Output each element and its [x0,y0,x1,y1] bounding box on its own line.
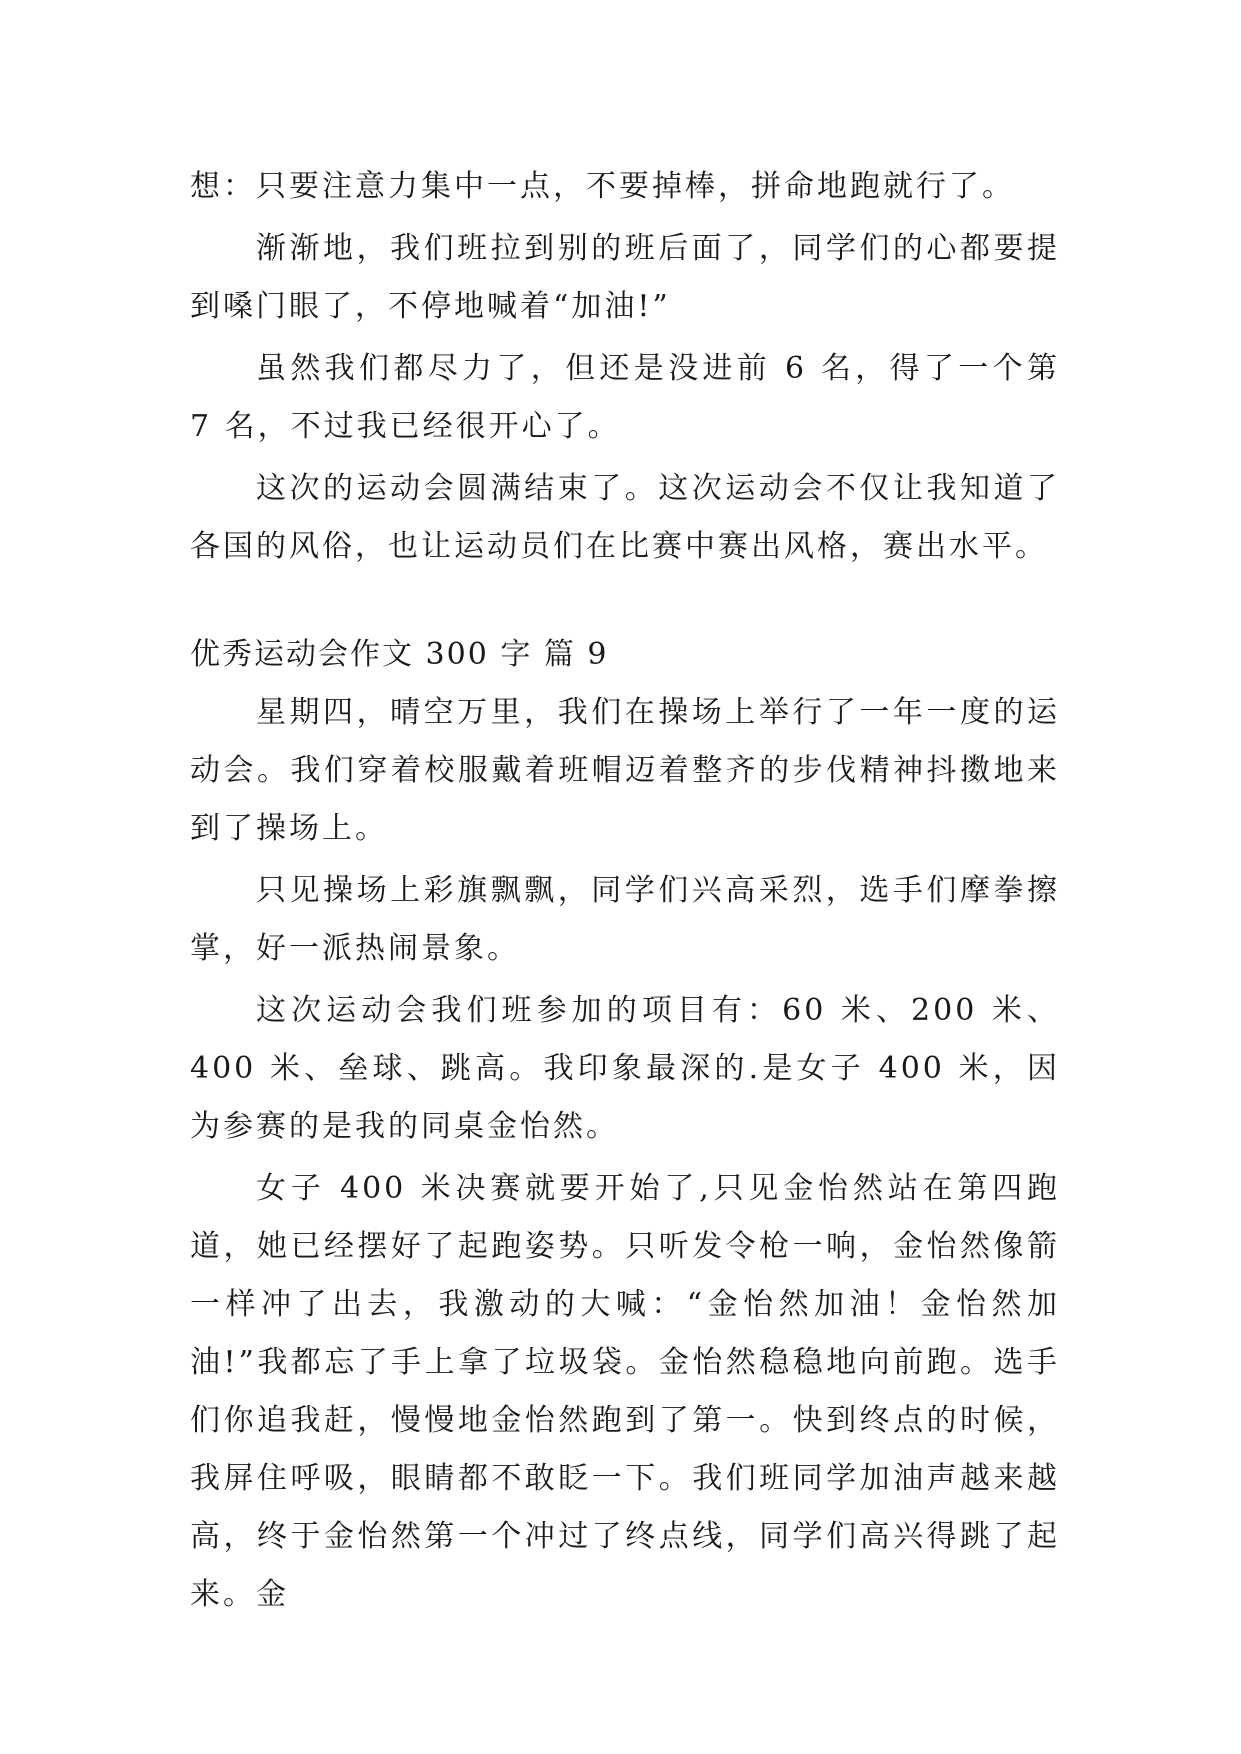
paragraph: 渐渐地，我们班拉到别的班后面了，同学们的心都要提到嗓门眼了，不停地喊着“加油!” [190,231,1060,324]
paragraph-continuation: 想：只要注意力集中一点，不要掉棒，拼命地跑就行了。 [190,169,1015,204]
paragraph: 只见操场上彩旗飘飘，同学们兴高采烈，选手们摩拳擦掌，好一派热闹景象。 [190,873,1060,966]
section-heading: 优秀运动会作文 300 字 篇 9 [190,637,609,672]
paragraph: 这次的运动会圆满结束了。这次运动会不仅让我知道了各国的风俗，也让运动员们在比赛中赛出风格，赛出水平。 [190,471,1060,564]
paragraph: 这次运动会我们班参加的项目有：60 米、200 米、400 米、垒球、跳高。我印象最深的.是女子 400 米，因为参赛的是我的同桌金怡然。 [190,993,1060,1144]
document-body [190,158,1060,1628]
paragraph: 星期四，晴空万里，我们在操场上举行了一年一度的运动会。我们穿着校服戴着班帽迈着整齐的步伐精神抖擞地来到了操场上。 [190,695,1060,846]
paragraph: 虽然我们都尽力了，但还是没进前 6 名，得了一个第 7 名，不过我已经很开心了。 [190,351,1060,444]
paragraph: 女子 400 米决赛就要开始了,只见金怡然站在第四跑道，她已经摆好了起跑姿势。只听发令枪一响，金怡然像箭一样冲了出去，我激动的大喊：“金怡然加油！金怡然加油!”我都忘了手上拿了垃圾袋。金怡然稳稳地向前跑。选手们你追我赶，慢慢地金怡然跑到了第一。快到终点的时候，我屏住呼吸，眼睛都不敢眨一下。我们班同学加油声越来越高，终于金怡然第一个冲过了终点线，同学们高兴得跳了起来。金 [190,1171,1060,1612]
